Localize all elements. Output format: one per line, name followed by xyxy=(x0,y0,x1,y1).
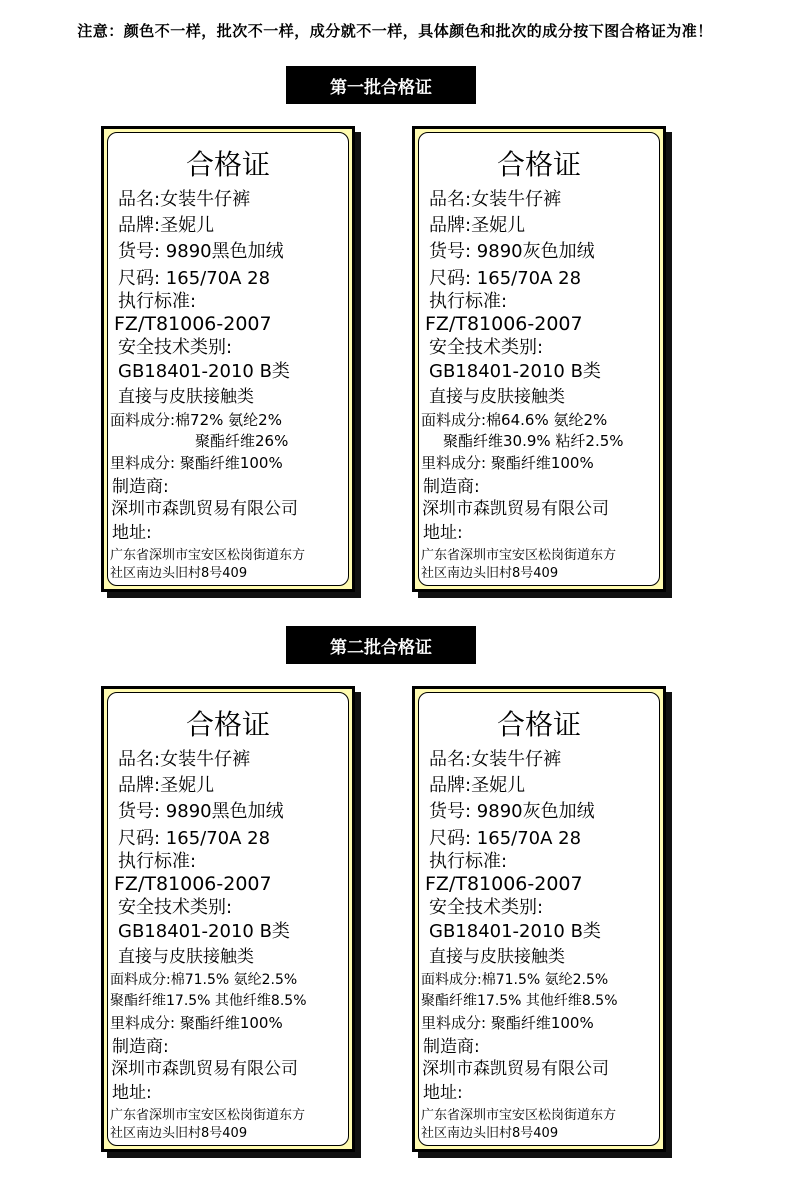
address-line: 社区南边头旧村8号409 xyxy=(110,566,248,581)
certificate-title: 合格证 xyxy=(185,148,270,181)
brand: 品牌:圣妮儿 xyxy=(118,775,215,796)
size: 尺码: 165/70A 28 xyxy=(118,268,271,289)
address-line: 社区南边头旧村8号409 xyxy=(421,566,559,581)
address-line: 广东省深圳市宝安区松岗街道东方 xyxy=(110,548,306,563)
address-label: 地址: xyxy=(112,1083,152,1103)
safety-label: 安全技术类别: xyxy=(429,337,544,358)
fabric-composition-cont: 聚酯纤维17.5% 其他纤维8.5% xyxy=(421,993,618,1009)
certificate-card xyxy=(101,686,355,1152)
safety-value: GB18401-2010 B类 xyxy=(429,921,601,942)
address-line: 广东省深圳市宝安区松岗街道东方 xyxy=(421,548,617,563)
safety-value: GB18401-2010 B类 xyxy=(429,361,601,382)
standard-label: 执行标准: xyxy=(118,291,197,312)
item-number: 货号: 9890黑色加绒 xyxy=(118,241,284,262)
standard-value: FZ/T81006-2007 xyxy=(114,313,272,335)
address-line: 社区南边头旧村8号409 xyxy=(421,1126,559,1141)
brand: 品牌:圣妮儿 xyxy=(429,215,526,236)
standard-value: FZ/T81006-2007 xyxy=(114,873,272,895)
certificate-title: 合格证 xyxy=(496,148,581,181)
product-name: 品名:女装牛仔裤 xyxy=(118,749,251,770)
lining-composition: 里料成分: 聚酯纤维100% xyxy=(421,454,594,472)
certificate-card xyxy=(412,686,666,1152)
contact-category: 直接与皮肤接触类 xyxy=(118,387,254,407)
fabric-composition-cont: 聚酯纤维26% xyxy=(195,432,289,450)
batch-banner: 第二批合格证 xyxy=(286,626,476,664)
fabric-composition-cont: 聚酯纤维17.5% 其他纤维8.5% xyxy=(110,993,307,1009)
certificate-inner xyxy=(418,132,660,586)
maker-label: 制造商: xyxy=(423,477,480,497)
address-line: 广东省深圳市宝安区松岗街道东方 xyxy=(421,1108,617,1123)
brand: 品牌:圣妮儿 xyxy=(118,215,215,236)
lining-composition: 里料成分: 聚酯纤维100% xyxy=(110,454,283,472)
maker-value: 深圳市森凯贸易有限公司 xyxy=(422,499,609,519)
size: 尺码: 165/70A 28 xyxy=(429,268,582,289)
maker-label: 制造商: xyxy=(112,477,169,497)
fabric-composition-cont: 聚酯纤维30.9% 粘纤2.5% xyxy=(443,432,624,450)
standard-label: 执行标准: xyxy=(429,851,508,872)
item-number: 货号: 9890灰色加绒 xyxy=(429,241,595,262)
standard-value: FZ/T81006-2007 xyxy=(425,313,583,335)
size: 尺码: 165/70A 28 xyxy=(429,828,582,849)
certificate-inner xyxy=(107,692,349,1146)
safety-value: GB18401-2010 B类 xyxy=(118,921,290,942)
product-name: 品名:女装牛仔裤 xyxy=(429,749,562,770)
safety-label: 安全技术类别: xyxy=(429,897,544,918)
safety-label: 安全技术类别: xyxy=(118,337,233,358)
certificate-inner xyxy=(418,692,660,1146)
certificate-card xyxy=(412,126,666,592)
safety-label: 安全技术类别: xyxy=(118,897,233,918)
fabric-composition: 面料成分:棉72% 氨纶2% xyxy=(110,411,282,429)
maker-value: 深圳市森凯贸易有限公司 xyxy=(111,499,298,519)
lining-composition: 里料成分: 聚酯纤维100% xyxy=(110,1014,283,1032)
address-label: 地址: xyxy=(112,523,152,543)
maker-value: 深圳市森凯贸易有限公司 xyxy=(422,1059,609,1079)
size: 尺码: 165/70A 28 xyxy=(118,828,271,849)
notice-text: 注意：颜色不一样，批次不一样，成分就不一样，具体颜色和批次的成分按下图合格证为准！ xyxy=(77,22,713,40)
address-line: 社区南边头旧村8号409 xyxy=(110,1126,248,1141)
address-label: 地址: xyxy=(423,1083,463,1103)
address-line: 广东省深圳市宝安区松岗街道东方 xyxy=(110,1108,306,1123)
address-label: 地址: xyxy=(423,523,463,543)
standard-value: FZ/T81006-2007 xyxy=(425,873,583,895)
product-name: 品名:女装牛仔裤 xyxy=(429,189,562,210)
safety-value: GB18401-2010 B类 xyxy=(118,361,290,382)
contact-category: 直接与皮肤接触类 xyxy=(118,947,254,967)
certificate-card xyxy=(101,126,355,592)
standard-label: 执行标准: xyxy=(429,291,508,312)
maker-label: 制造商: xyxy=(423,1037,480,1057)
product-name: 品名:女装牛仔裤 xyxy=(118,189,251,210)
contact-category: 直接与皮肤接触类 xyxy=(429,947,565,967)
maker-label: 制造商: xyxy=(112,1037,169,1057)
batch-banner: 第一批合格证 xyxy=(286,66,476,104)
certificate-inner xyxy=(107,132,349,586)
fabric-composition: 面料成分:棉64.6% 氨纶2% xyxy=(421,411,608,429)
fabric-composition: 面料成分:棉71.5% 氨纶2.5% xyxy=(421,972,609,988)
standard-label: 执行标准: xyxy=(118,851,197,872)
contact-category: 直接与皮肤接触类 xyxy=(429,387,565,407)
fabric-composition: 面料成分:棉71.5% 氨纶2.5% xyxy=(110,972,298,988)
maker-value: 深圳市森凯贸易有限公司 xyxy=(111,1059,298,1079)
certificate-title: 合格证 xyxy=(185,708,270,741)
item-number: 货号: 9890黑色加绒 xyxy=(118,801,284,822)
item-number: 货号: 9890灰色加绒 xyxy=(429,801,595,822)
lining-composition: 里料成分: 聚酯纤维100% xyxy=(421,1014,594,1032)
certificate-title: 合格证 xyxy=(496,708,581,741)
brand: 品牌:圣妮儿 xyxy=(429,775,526,796)
